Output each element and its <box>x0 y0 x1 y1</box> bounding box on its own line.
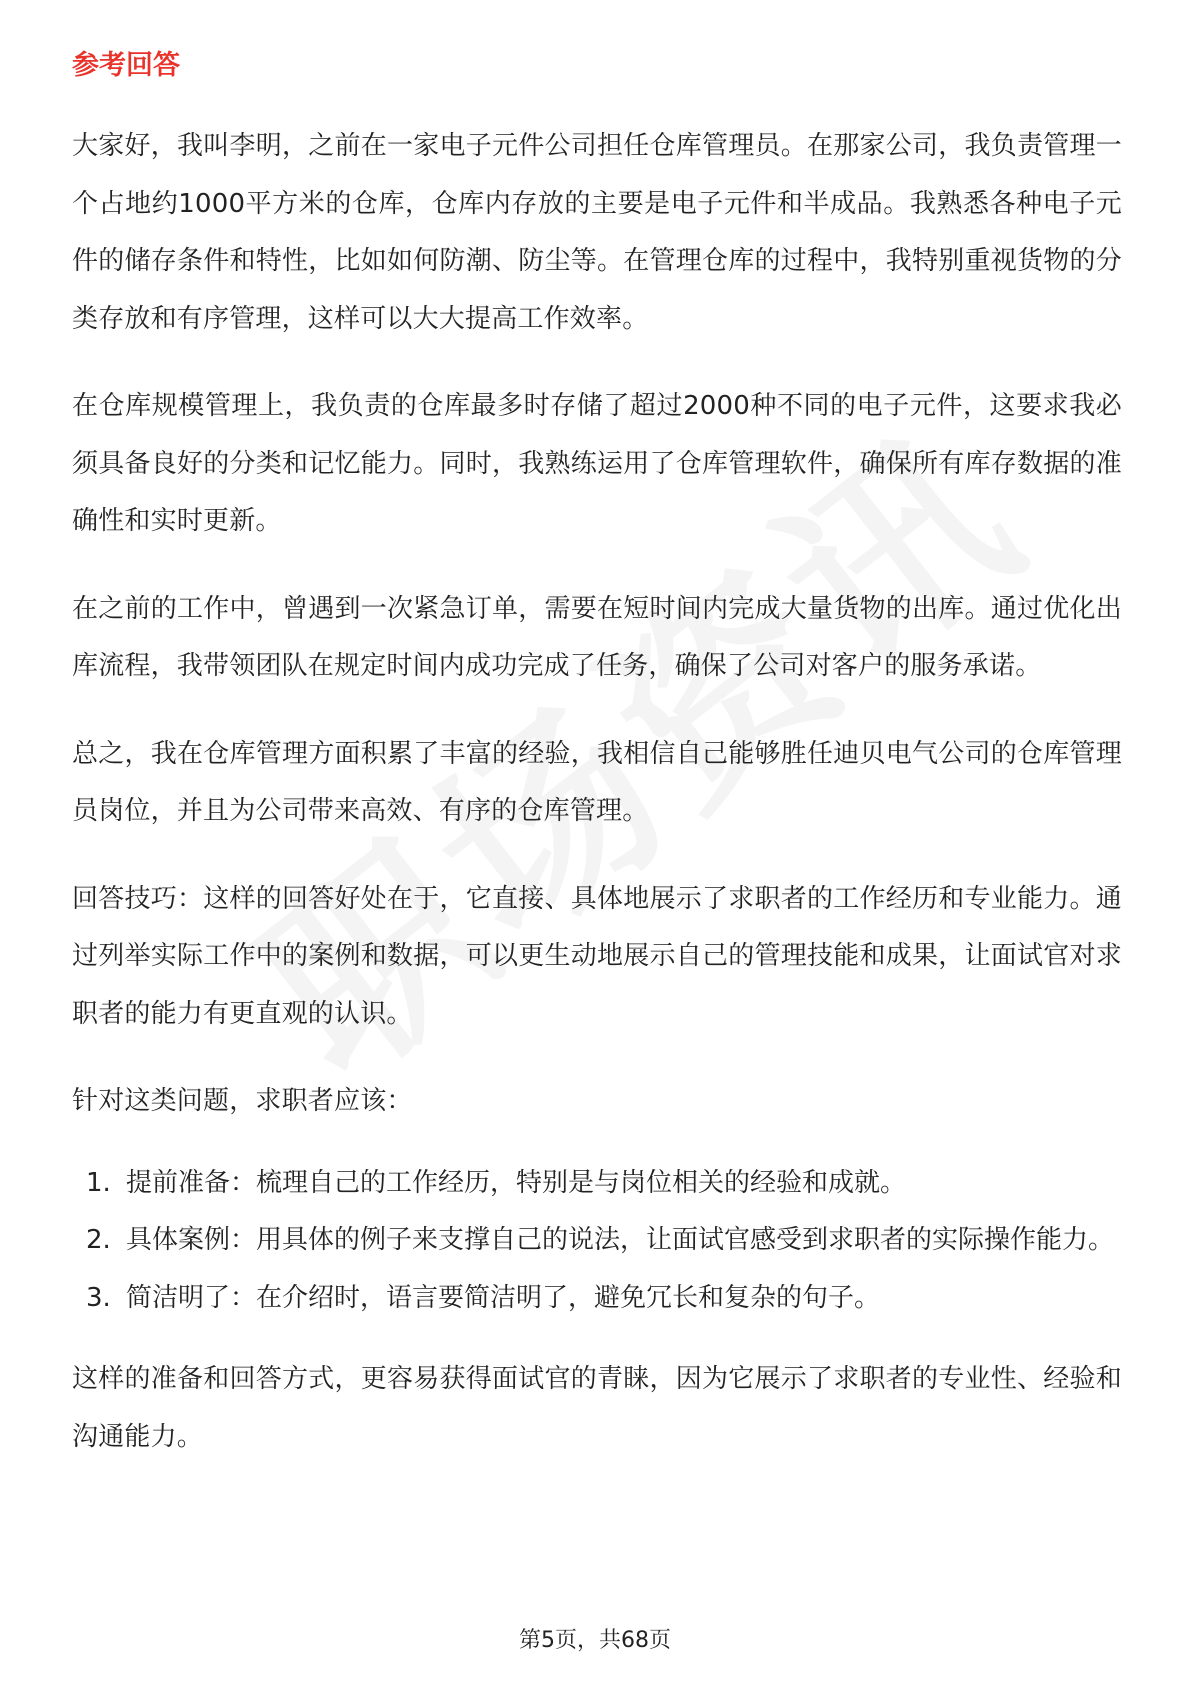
paragraph-tips: 回答技巧：这样的回答好处在于，它直接、具体地展示了求职者的工作经历和专业能力。通过列举实际工作中的案例和数据，可以更生动地展示自己的管理技能和成果，让面试官对求职者的能力有更直观的认识。 <box>72 883 1122 1029</box>
list-item <box>72 1270 1122 1328</box>
paragraph-list-intro: 针对这类问题，求职者应该： <box>72 1086 413 1116</box>
list-item-number: 2. <box>86 1225 111 1255</box>
paragraph-summary: 总之，我在仓库管理方面积累了丰富的经验，我相信自己能够胜任迪贝电气公司的仓库管理员岗位，并且为公司带来高效、有序的仓库管理。 <box>72 738 1122 826</box>
list-item <box>72 1155 1122 1213</box>
paragraph-closing: 这样的准备和回答方式，更容易获得面试官的青睐，因为它展示了求职者的专业性、经验和沟通能力。 <box>72 1364 1122 1452</box>
paragraph-case: 在之前的工作中，曾遇到一次紧急订单，需要在短时间内完成大量货物的出库。通过优化出库流程，我带领团队在规定时间内成功完成了任务，确保了公司对客户的服务承诺。 <box>72 593 1122 681</box>
paragraph-intro: 大家好，我叫李明，之前在一家电子元件公司担任仓库管理员。在那家公司，我负责管理一个占地约1000平方米的仓库，仓库内存放的主要是电子元件和半成品。我熟悉各种电子元件的储存条件和特性，比如如何防潮、防尘等。在管理仓库的过程中，我特别重视货物的分类存放和有序管理，这样可以大大提高工作效率。 <box>72 131 1122 334</box>
page-content <box>72 46 1122 1496</box>
section-heading: 参考回答 <box>72 50 180 81</box>
list-item-text: 具体案例：用具体的例子来支撑自己的说法，让面试官感受到求职者的实际操作能力。 <box>126 1225 1115 1255</box>
advice-list <box>72 1155 1122 1328</box>
list-item-text: 提前准备：梳理自己的工作经历，特别是与岗位相关的经验和成就。 <box>126 1167 907 1198</box>
paragraph-scale: 在仓库规模管理上，我负责的仓库最多时存储了超过2000种不同的电子元件，这要求我必须具备良好的分类和记忆能力。同时，我熟练运用了仓库管理软件，确保所有库存数据的准确性和实时更新。 <box>72 391 1122 536</box>
page-number-footer: 第5页，共68页 <box>519 1628 671 1653</box>
list-item-number: 3. <box>86 1282 111 1313</box>
list-item-text: 简洁明了：在介绍时，语言要简洁明了，避免冗长和复杂的句子。 <box>126 1282 881 1313</box>
list-item-number: 1. <box>86 1167 111 1198</box>
list-item <box>72 1212 1122 1270</box>
